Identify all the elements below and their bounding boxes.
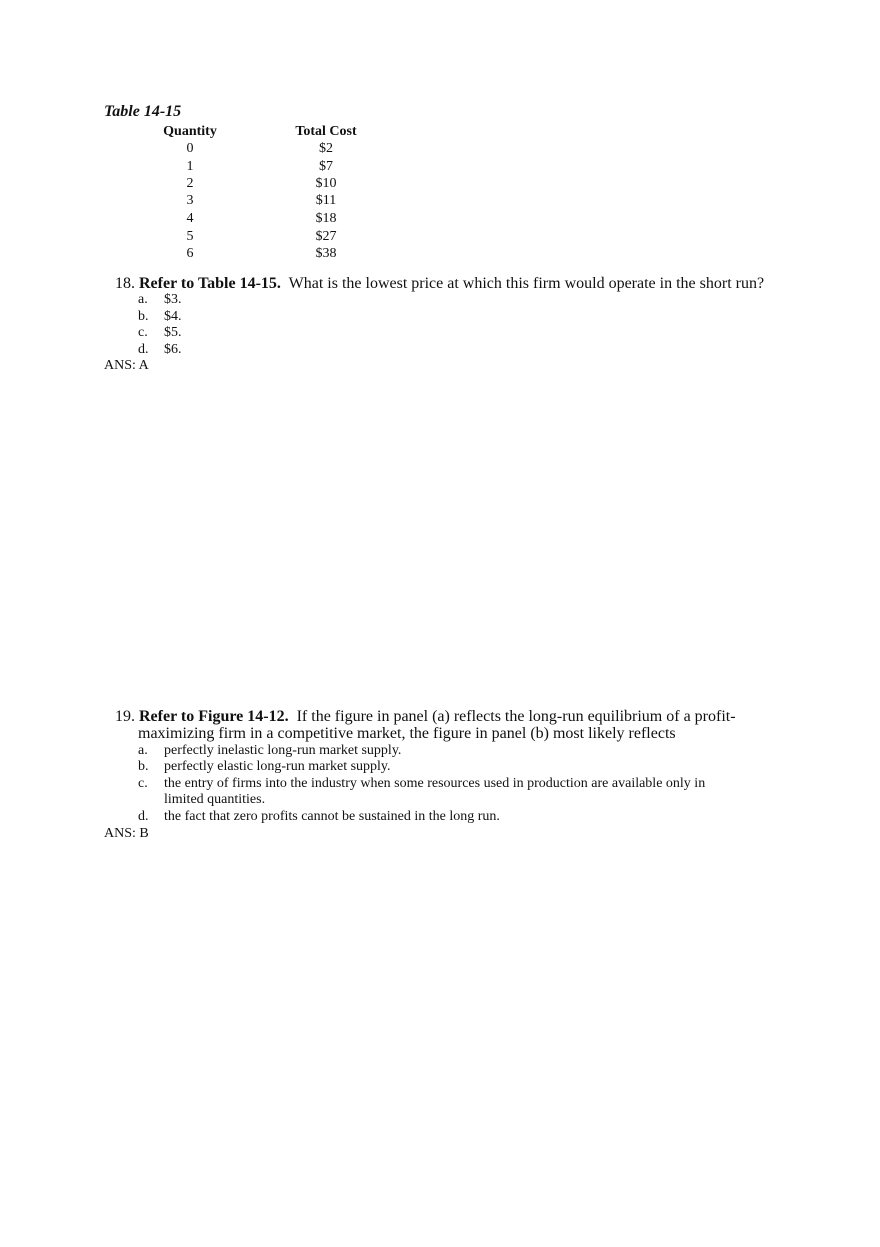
option-label: d. [138,342,149,357]
question-text-continued: maximizing firm in a competitive market, the figure in panel (b) most likely reflects [138,725,676,742]
answer-key: ANS: B [104,826,149,841]
table-header-total-cost: Total Cost [295,124,357,139]
option-label: c. [138,776,148,791]
table-cell-total-cost: $38 [315,246,337,261]
option-label: d. [138,809,149,824]
table-cell-quantity: 3 [186,193,194,208]
question-number: 18. [115,275,135,292]
table-cell-total-cost: $7 [319,159,333,174]
answer-option [138,325,338,341]
option-text: $3. [164,292,182,307]
option-label: a. [138,292,148,307]
question-reference: Refer to Table 14-15. [139,275,281,292]
option-label: b. [138,309,149,324]
question-19 [115,708,736,726]
answer-option [138,809,758,825]
option-label: b. [138,759,149,774]
table-cell-quantity: 2 [186,176,194,191]
table-cell-total-cost: $18 [315,211,337,226]
question-18 [115,275,764,293]
answer-key: ANS: A [104,358,149,373]
table-cell-total-cost: $11 [315,193,337,208]
option-text: $6. [164,342,182,357]
option-text: perfectly inelastic long-run market supply. [164,743,402,758]
table-cell-quantity: 6 [186,246,194,261]
option-label: c. [138,325,148,340]
table-cell-quantity: 0 [186,141,194,156]
option-text: the entry of firms into the industry when some resources used in production are available only in [164,776,706,791]
table-cell-total-cost: $2 [319,141,333,156]
question-text: What is the lowest price at which this firm would operate in the short run? [288,275,765,292]
option-text: the fact that zero profits cannot be sustained in the long run. [164,809,500,824]
option-label: a. [138,743,148,758]
answer-option [138,309,338,325]
question-reference: Refer to Figure 14-12. [139,708,289,725]
table-title: Table 14-15 [104,103,182,120]
option-text: $5. [164,325,182,340]
answer-option [138,743,758,759]
option-text: perfectly elastic long-run market supply. [164,759,391,774]
table-cell-total-cost: $10 [315,176,337,191]
table-cell-quantity: 4 [186,211,194,226]
table-cell-quantity: 5 [186,229,194,244]
answer-option [138,292,338,308]
answer-option [138,342,338,358]
answer-option [138,759,758,775]
question-text: If the figure in panel (a) reflects the long-run equilibrium of a profit- [296,708,736,725]
table-cell-total-cost: $27 [315,229,337,244]
answer-option [138,776,758,792]
table-cell-quantity: 1 [186,159,194,174]
option-text: limited quantities. [164,792,266,807]
option-text: $4. [164,309,182,324]
answer-option-continued [138,792,758,808]
question-number: 19. [115,708,135,725]
table-header-quantity: Quantity [163,124,217,139]
